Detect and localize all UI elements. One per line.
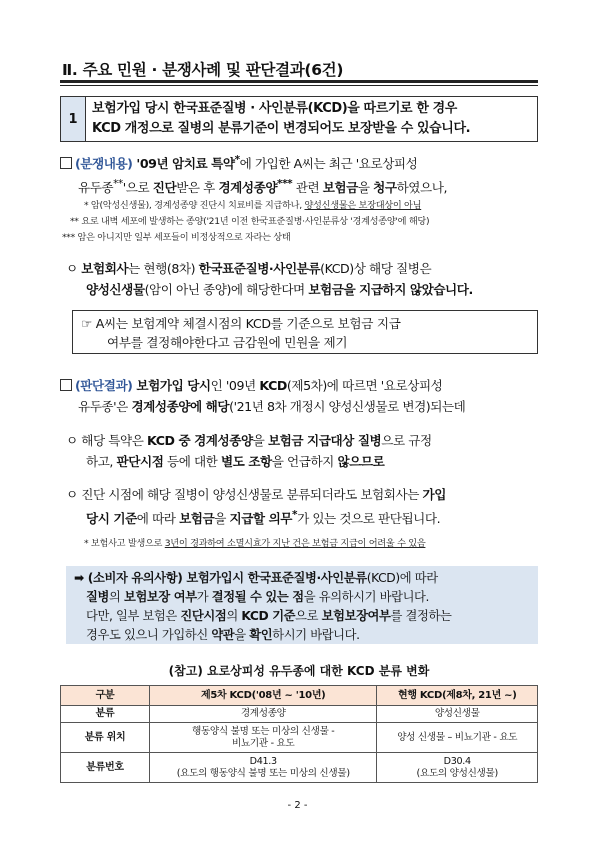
table-cell: D41.3 (요도의 행동양식 불명 또는 미상의 신생물) xyxy=(150,753,377,783)
judgment-note: * 보험사고 발생으로 3년이 경과하여 소멸시효가 지난 건은 보험금 지급이 어려울 수 있음 xyxy=(84,538,426,549)
judgment-line1: (판단결과) 보험가입 당시인 '09년 KCD(제5차)에 따르면 '요로상피성 xyxy=(60,375,540,396)
dispute-label: (분쟁내용) xyxy=(75,156,133,172)
judgment-bullet-1: ㅇ 해당 특약은 KCD 중 경계성종양을 보험금 지급대상 질병으로 규정 하고, 판단시점 등에 대한 별도 조항을 언급하지 않으므로 xyxy=(66,433,432,469)
dispute-line2: 유두종**'으로 진단받은 후 경계성종양*** 관련 보험금을 청구하였으나, xyxy=(78,178,448,196)
judgment-bullet-2: ㅇ 진단 시점에 해당 질병이 양성신생물로 분류되더라도 보험회사는 가입 당시 기준에 따라 보험금을 지급할 의무*가 있는 것으로 판단됩니다. xyxy=(66,487,446,527)
table-header-row xyxy=(61,686,538,706)
judgment-paragraph xyxy=(60,375,540,417)
row-label: 분류번호 xyxy=(61,753,150,783)
circle-bullet-icon: ㅇ xyxy=(66,487,82,502)
judgment-line2: 유두종'은 경계성종양에 해당('21년 8차 개정시 양성신생물로 변경)되는데 xyxy=(78,399,466,414)
complaint-box xyxy=(72,310,538,354)
dispute-line1: (분쟁내용) '09년 암치료 특약*에 가입한 A씨는 최근 '요로상피성 xyxy=(60,150,540,174)
complaint-line2: 여부를 결정해야한다고 금감원에 민원을 제기 xyxy=(107,335,348,350)
consumer-caution-box xyxy=(66,566,538,644)
table-cell: 행동양식 불명 또는 미상의 신생물 - 비뇨기관 - 요도 xyxy=(150,723,377,753)
complaint-line1: ☞ A씨는 보험계약 체결시점의 KCD를 기준으로 보험금 지급 xyxy=(81,316,401,331)
consumer-line4: 경우도 있으니 가입하신 약관을 확인하시기 바랍니다. xyxy=(86,628,360,642)
consumer-line2: 질병의 보험보장 여부가 결정될 수 있는 점을 유의하시기 바랍니다. xyxy=(86,590,430,604)
case-summary-line2: KCD 개정으로 질병의 분류기준이 변경되어도 보장받을 수 있습니다. xyxy=(92,121,471,136)
table-header: 제5차 KCD('08년 ~ '10년) xyxy=(150,686,377,706)
title-rule-thin xyxy=(60,85,538,86)
circle-bullet-icon: ㅇ xyxy=(66,433,82,448)
insurer-paragraph xyxy=(66,258,540,300)
table-row xyxy=(61,706,538,723)
insurer-line1: ㅇ 보험회사는 현행(8차) 한국표준질병·사인분류(KCD)상 해당 질병은 xyxy=(66,261,432,276)
table-header: 현행 KCD(제8차, 21년 ~) xyxy=(377,686,538,706)
title-rule-thick xyxy=(60,80,538,83)
table-header: 구분 xyxy=(61,686,150,706)
section-title: Ⅱ. 주요 민원 · 분쟁사례 및 판단결과(6건) xyxy=(62,61,344,79)
case-summary-line1: 보험가입 당시 한국표준질병 · 사인분류(KCD)을 따르기로 한 경우 xyxy=(92,101,457,116)
square-bullet-icon xyxy=(60,379,72,391)
table-row xyxy=(61,723,538,753)
dispute-note-2: ** 요로 내벽 세포에 발생하는 종양('21년 이전 한국표준질병·사인분류상 '경계성종양'에 해당) xyxy=(70,216,430,227)
case-summary xyxy=(86,97,537,141)
dispute-paragraph xyxy=(60,150,540,198)
row-label: 분류 xyxy=(61,706,150,723)
row-label: 분류 위치 xyxy=(61,723,150,753)
kcd-table xyxy=(60,685,538,783)
case-box xyxy=(60,96,538,142)
case-number: 1 xyxy=(61,97,86,141)
dispute-note-1: * 암(악성신생물), 경계성종양 진단시 치료비를 지급하나, 양성신생물은 보장대상이 아님 xyxy=(84,200,422,211)
insurer-line2: 양성신생물(암이 아닌 종양)에 해당한다며 보험금을 지급하지 않았습니다. xyxy=(86,282,473,297)
page-number: - 2 - xyxy=(287,800,308,811)
table-cell: 경계성종양 xyxy=(150,706,377,723)
dispute-note-3: *** 암은 아니지만 일부 세포들이 비정상적으로 자라는 상태 xyxy=(62,232,291,243)
table-row xyxy=(61,753,538,783)
consumer-line1: ➡ (소비자 유의사항) 보험가입시 한국표준질병·사인분류(KCD)에 따라 xyxy=(74,571,438,585)
square-bullet-icon xyxy=(60,157,72,169)
table-title: (참고) 요로상피성 유두종에 대한 KCD 분류 변화 xyxy=(168,664,430,678)
consumer-line3: 다만, 일부 보험은 진단시점의 KCD 기준으로 보험보장여부를 결정하는 xyxy=(86,609,452,623)
table-cell: D30.4 (요도의 양성신생물) xyxy=(377,753,538,783)
judgment-label: (판단결과) xyxy=(75,378,133,393)
table-cell: 양성신생물 xyxy=(377,706,538,723)
table-cell: 양성 신생물 – 비뇨기관 - 요도 xyxy=(377,723,538,753)
circle-bullet-icon: ㅇ xyxy=(66,261,82,276)
